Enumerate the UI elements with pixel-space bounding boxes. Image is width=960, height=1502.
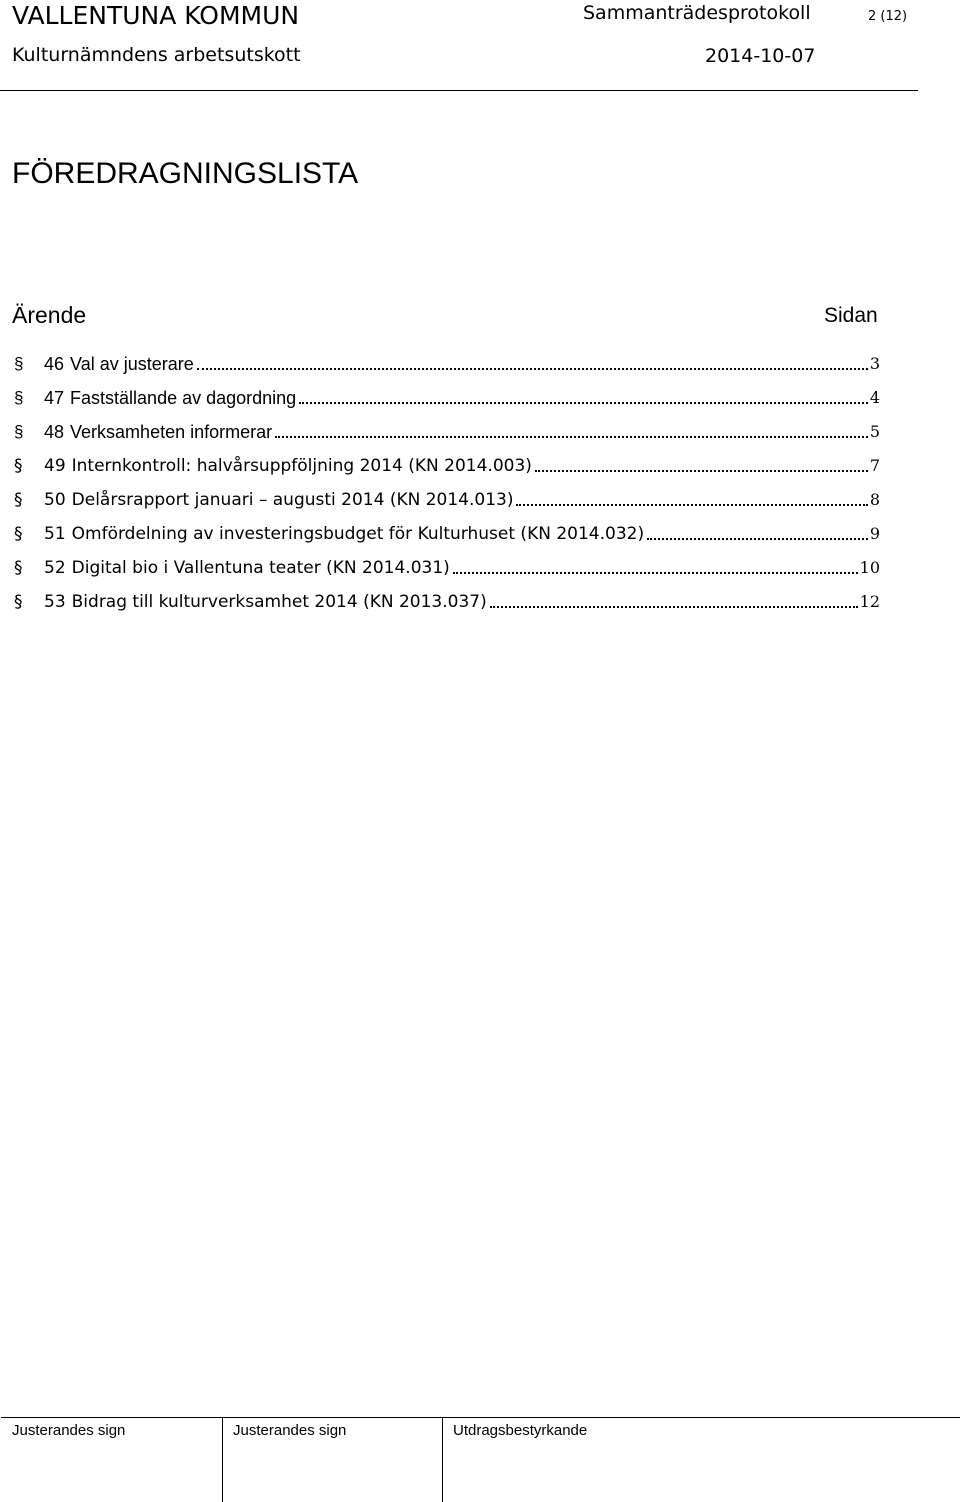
section-sign-icon: §: [14, 592, 23, 612]
item-page: 10: [859, 558, 880, 577]
signature-field[interactable]: [1, 1418, 222, 1502]
item-number: 52: [44, 558, 66, 578]
dot-leader: [197, 362, 868, 370]
agenda-item[interactable]: [14, 512, 880, 546]
page-number: 2 (12): [868, 9, 908, 24]
column-heading-sidan: Sidan: [824, 304, 878, 327]
section-sign-icon: §: [14, 456, 23, 476]
item-title: Delårsrapport januari – augusti 2014 (KN 2014.013): [71, 490, 514, 510]
document-type: Sammanträdesprotokoll: [583, 2, 811, 24]
item-page: 12: [859, 592, 880, 611]
item-title: Omfördelning av investeringsbudget för Kulturhuset (KN 2014.032): [71, 524, 645, 544]
agenda-item[interactable]: [14, 478, 880, 512]
item-title: Verksamheten informerar: [70, 422, 273, 442]
signature-label: Justerandes sign: [12, 1422, 126, 1439]
section-sign-icon: §: [14, 422, 24, 441]
section-sign-icon: §: [14, 354, 24, 373]
item-page: 9: [869, 524, 880, 543]
section-sign-icon: §: [14, 490, 23, 510]
agenda-item[interactable]: [14, 444, 880, 478]
item-page: 7: [869, 456, 880, 475]
agenda-list: [14, 342, 880, 614]
item-page: 8: [869, 490, 880, 509]
signature-label: Utdragsbestyrkande: [453, 1422, 588, 1439]
agenda-item[interactable]: [14, 376, 880, 410]
section-sign-icon: §: [14, 388, 24, 407]
item-number: 51: [44, 524, 66, 544]
dot-leader: [490, 600, 858, 608]
item-page: 5: [869, 422, 880, 441]
signature-field[interactable]: [442, 1418, 960, 1502]
signature-label: Justerandes sign: [233, 1422, 347, 1439]
item-number: 47: [44, 388, 65, 408]
item-number: 49: [44, 456, 66, 476]
agenda-item[interactable]: [14, 546, 880, 580]
item-title: Bidrag till kulturverksamhet 2014 (KN 2013.037): [71, 592, 487, 612]
item-title: Internkontroll: halvårsuppföljning 2014 (KN 2014.003): [71, 456, 532, 476]
page-title: FÖREDRAGNINGSLISTA: [12, 157, 359, 190]
section-sign-icon: §: [14, 524, 23, 544]
signature-table: [1, 1417, 960, 1502]
agenda-item[interactable]: [14, 342, 880, 376]
dot-leader: [453, 566, 858, 574]
dot-leader: [647, 532, 868, 540]
item-title: Digital bio i Vallentuna teater (KN 2014.031): [71, 558, 450, 578]
meeting-date: 2014-10-07: [705, 45, 816, 67]
item-title: Fastställande av dagordning: [70, 388, 297, 408]
item-page: 3: [869, 354, 880, 373]
dot-leader: [516, 498, 867, 506]
dot-leader: [535, 464, 868, 472]
organization-name: VALLENTUNA KOMMUN: [12, 1, 300, 30]
item-page: 4: [869, 388, 880, 407]
committee-name: Kulturnämndens arbetsutskott: [12, 44, 301, 66]
header-divider: [0, 90, 918, 91]
agenda-item[interactable]: [14, 410, 880, 444]
item-number: 48: [44, 422, 65, 442]
item-number: 53: [44, 592, 66, 612]
signature-field[interactable]: [222, 1418, 442, 1502]
column-heading-arende: Ärende: [12, 302, 87, 328]
item-number: 46: [44, 354, 65, 374]
item-title: Val av justerare: [70, 354, 194, 374]
section-sign-icon: §: [14, 558, 23, 578]
item-number: 50: [44, 490, 66, 510]
dot-leader: [299, 396, 868, 404]
dot-leader: [275, 430, 868, 438]
agenda-item[interactable]: [14, 580, 880, 614]
